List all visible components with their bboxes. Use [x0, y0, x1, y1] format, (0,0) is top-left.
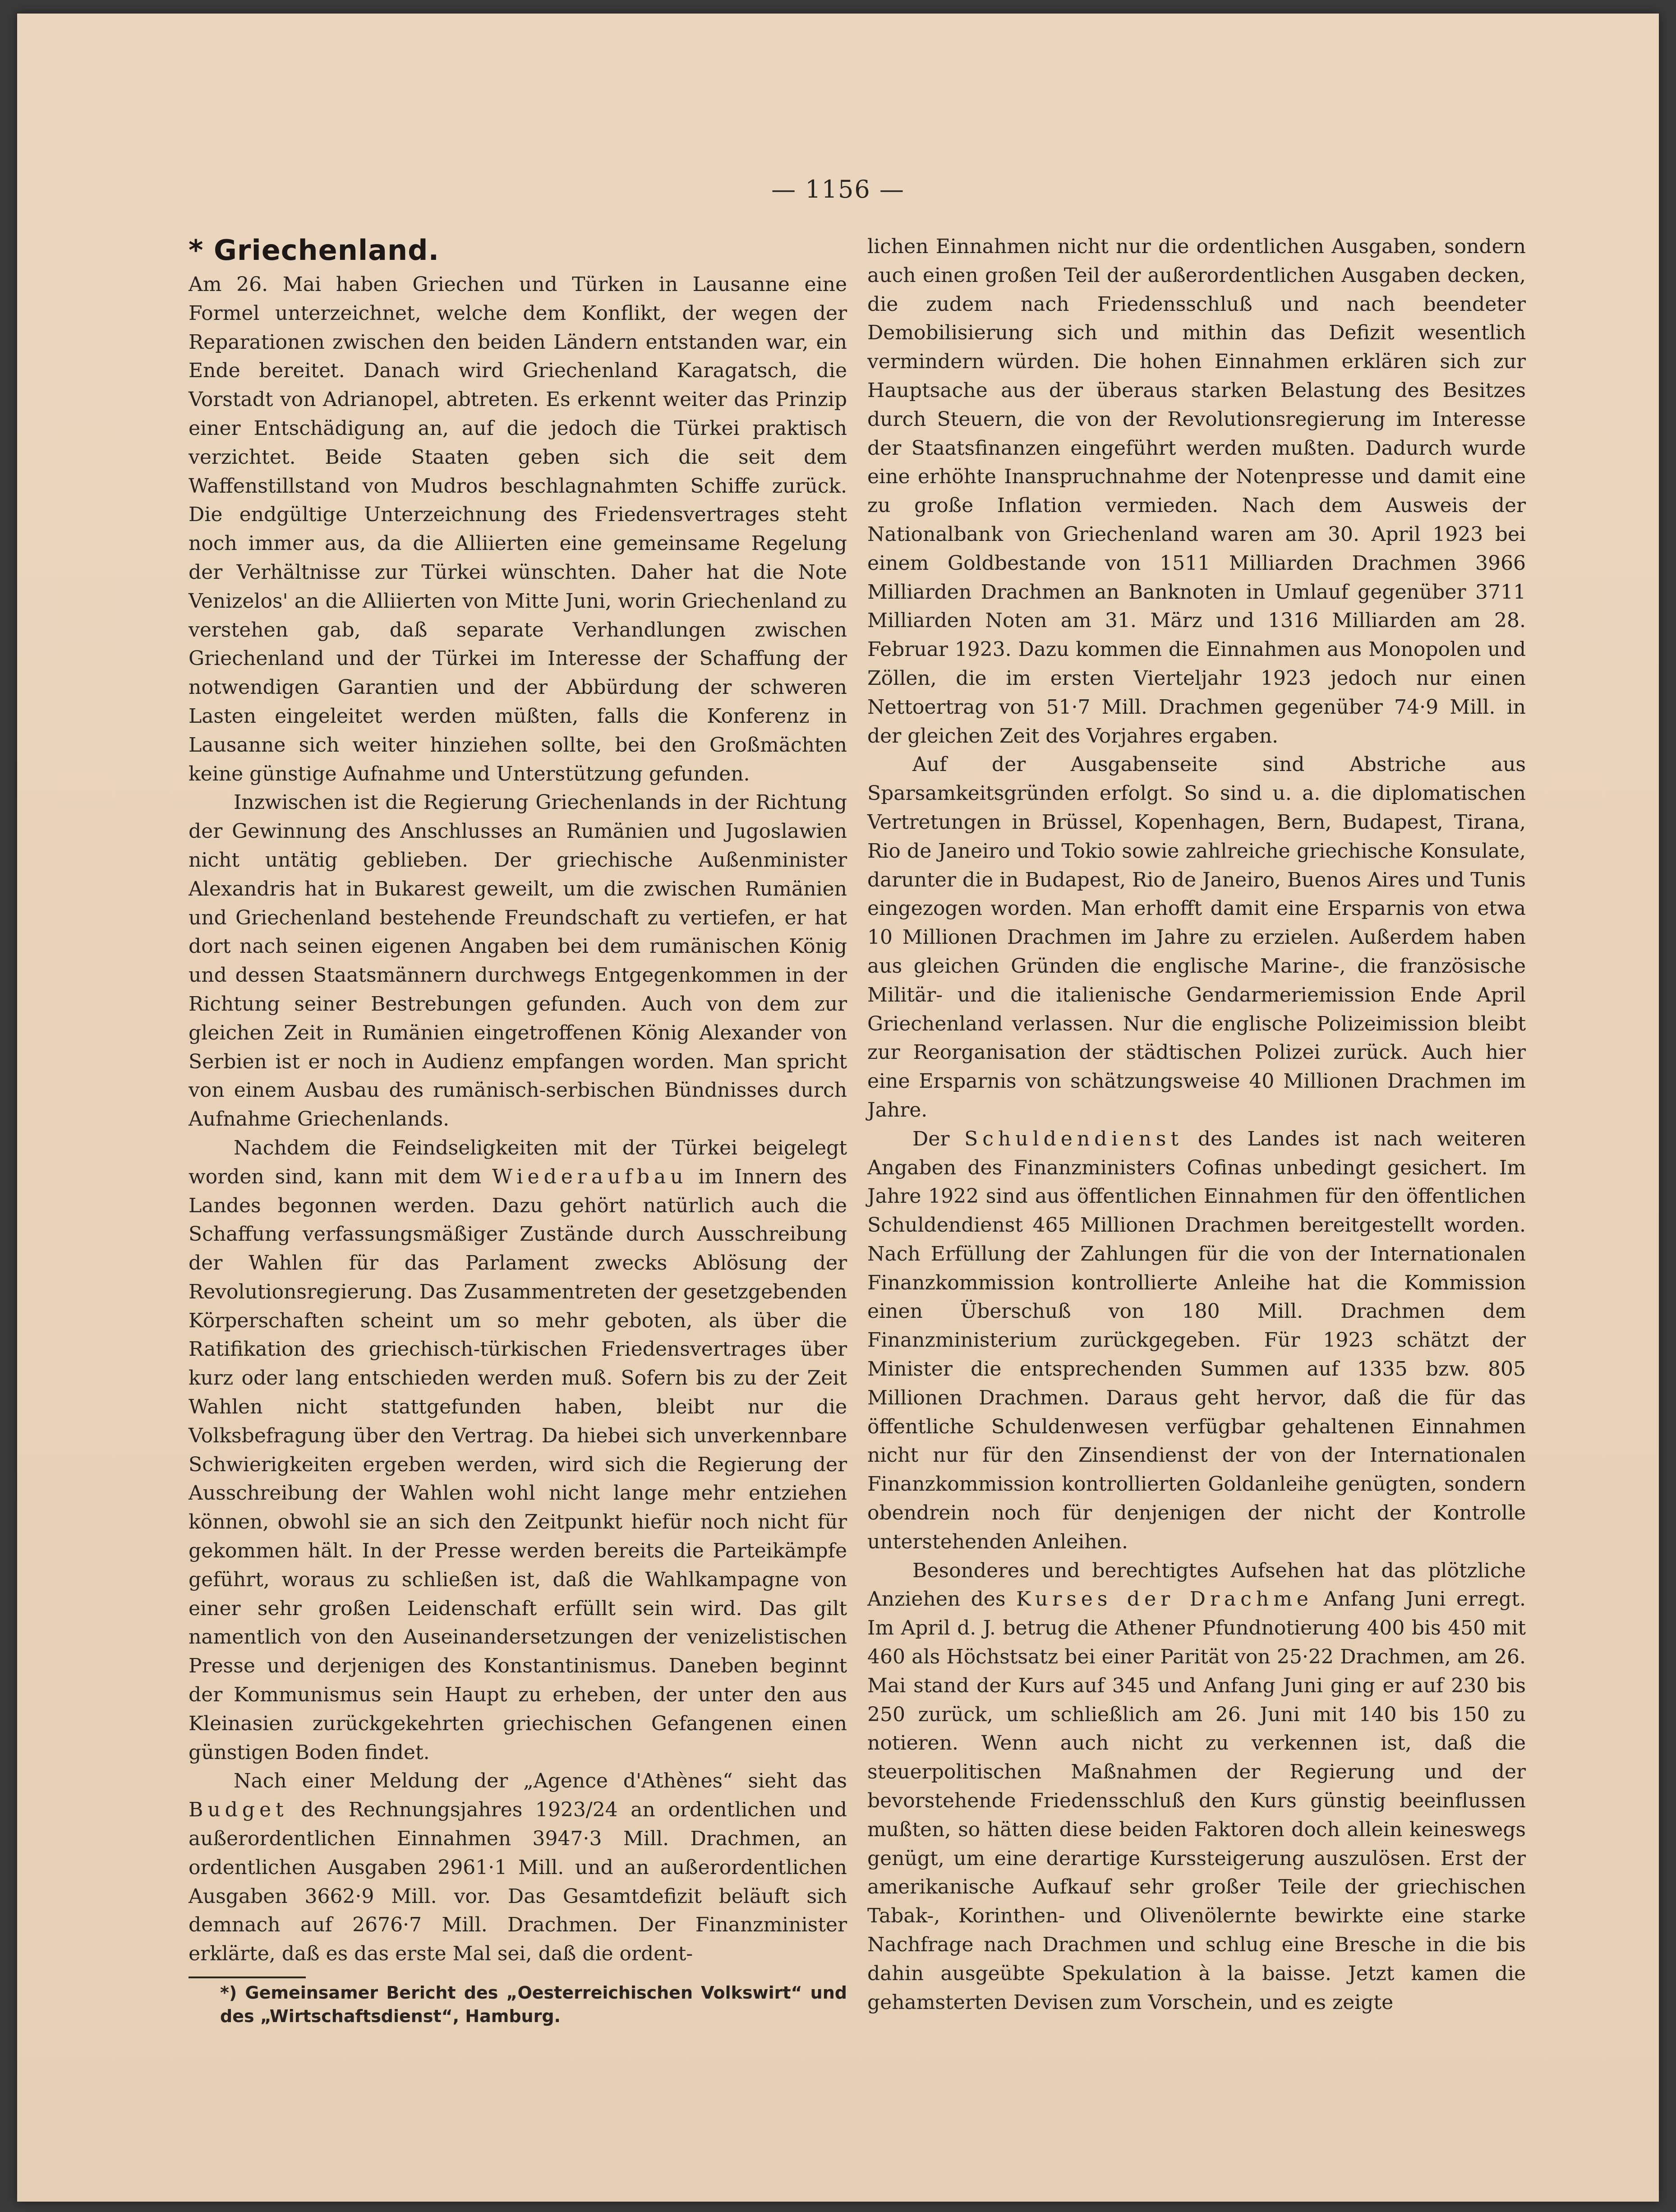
paragraph-2: Inzwischen ist die Regierung Griechenlands in der Richtung der Gewinnung des Anschlusses an Rumänien und Jugoslawien nicht untätig geblieben. Der griechische Außenminister Alexandris hat in Bukarest geweilt, um die zwischen Rumänien und Griechenland bestehende Freundschaft zu vertiefen, er hat dort nach seinen eigenen Angaben bei dem rumänischen König und dessen Staatsmännern durchwegs Entgegenkommen in der Richtung seiner Bestrebungen gefunden. Auch von dem zur gleichen Zeit in Rumänien eingetroffenen König Alexander von Serbien ist er noch in Audienz empfangen worden. Man spricht von einem Ausbau des rumänisch-serbischen Bündnisses durch Aufnahme Griechenlands.: [189, 791, 847, 1131]
text-run: im Innern des Landes begonnen werden. Dazu gehört natürlich auch die Schaffung verfassungsmäßiger Zustände durch Ausschreibung der Wahlen für das Parlament zwecks Ablösung der Revolutionsregierung. Das Zusammentreten der gesetzgebenden Körperschaften scheint um so mehr geboten, als über die Ratifikation des griechisch-türkischen Friedensvertrages über kurz oder lang entschieden werden muß. Sofern bis zu der Zeit Wahlen nicht stattgefunden haben, bleibt nur die Volksbefragung über den Vertrag. Da hiebei sich unverkennbare Schwierigkeiten ergeben werden, wird sich die Regierung der Ausschreibung der Wahlen wohl nicht lange mehr entziehen können, obwohl sie an sich den Zeitpunkt hiefür noch nicht für gekommen hält. In der Presse werden bereits die Parteikämpfe geführt, woraus zu schließen ist, daß die Wahlkampagne von einer sehr großen Leidenschaft erfüllt sein wird. Das gilt namentlich von den Auseinandersetzungen der venizelistischen Presse und derjenigen des Konstantinismus. Daneben beginnt der Kommunismus sein Haupt zu erheben, der unter den aus Kleinasien zurückgekehrten griechischen Gefangenen einen günstigen Boden findet.: [189, 1165, 847, 1764]
section-title: * Griechenland.: [189, 234, 440, 267]
scanned-page: [17, 14, 1659, 2202]
spaced-term: Budget: [189, 1798, 288, 1822]
paragraph-3: [189, 1134, 847, 1767]
text-run: Der: [912, 1127, 965, 1150]
left-column: [189, 232, 847, 2028]
paragraph-8: [867, 1556, 1526, 2017]
spaced-term: Kurses der Drachme: [1016, 1588, 1313, 1611]
paragraph-4: [189, 1767, 847, 1968]
footnote-divider: [189, 1976, 306, 1978]
text-run: Nachdem die Feindseligkeiten mit der Türkei beigelegt worden sind, kann mit dem: [189, 1136, 847, 1188]
page-number: — 1156 —: [771, 175, 905, 203]
text-run: des Landes ist nach weiteren Angaben des Finanzministers Cofinas unbedingt gesichert. Im Jahre 1922 sind aus öffentlichen Einnahmen für den öffentlichen Schuldendienst 465 Millionen Drachmen bereitgestellt worden. Nach Erfüllung der Zahlungen für die von der Internationalen Finanzkommission kontrollierte Anleihe hat die Kommission einen Überschuß von 180 Mill. Drachmen dem Finanzministerium zurückgegeben. Für 1923 schätzt der Minister die entsprechenden Summen auf 1335 bzw. 805 Millionen Drachmen. Daraus geht hervor, daß die für das öffentliche Schuldenwesen verfügbar gehaltenen Einnahmen nicht nur für den Zinsendienst der von der Internationalen Finanzkommission kontrollierten Goldanleihe genügten, sondern obendrein noch für denjenigen der nicht der Kontrolle unterstehenden Anleihen.: [867, 1127, 1526, 1553]
paragraph-5: lichen Einnahmen nicht nur die ordentlichen Ausgaben, sondern auch einen großen Teil der außerordentlichen Ausgaben decken, die zudem nach Friedensschluß und nach beendeter Demobilisierung sich und mithin das Defizit wesentlich vermindern würden. Die hohen Einnahmen erklären sich zur Hauptsache aus der überaus starken Belastung des Besitzes durch Steuern, die von der Revolutionsregierung im Interesse der Staatsfinanzen eingeführt werden mußten. Dadurch wurde eine erhöhte Inanspruchnahme der Notenpresse und damit eine zu große Inflation vermieden. Nach dem Ausweis der Nationalbank von Griechenland waren am 30. April 1923 bei einem Goldbestande von 1511 Milliarden Drachmen 3966 Milliarden Drachmen an Banknoten in Umlauf gegenüber 3711 Milliarden Noten am 31. März und 1316 Milliarden am 28. Februar 1923. Dazu kommen die Einnahmen aus Monopolen und Zöllen, die im ersten Vierteljahr 1923 jedoch nur einen Nettoertrag von 51·7 Mill. Drachmen gegenüber 74·9 Mill. in der gleichen Zeit des Vorjahres ergaben.: [867, 235, 1526, 748]
footnote: *) Gemeinsamer Bericht des „Oesterreichischen Volkswirt“ und des „Wirtschaftsdienst“, Hamburg.: [220, 1983, 847, 2027]
text-run: Anfang Juni erregt. Im April d. J. betrug die Athener Pfundnotierung 400 bis 450 mit 460 als Höchstsatz bei einer Parität von 25·22 Drachmen, am 26. Mai stand der Kurs auf 345 und Anfang Juni ging er auf 230 bis 250 zurück, um schließlich am 26. Juni mit 140 bis 150 zu notieren. Wenn auch nicht zu verkennen ist, daß die steuerpolitischen Maßnahmen der Regierung und der bevorstehende Friedensschluß den Kurs günstig beeinflussen mußten, so hätten diese beiden Faktoren doch allein keineswegs genügt, um eine derartige Kurssteigerung auszulösen. Erst der amerikanische Aufkauf sehr großer Teile der griechischen Tabak-, Korinthen- und Olivenölernte bewirkte eine starke Nachfrage nach Drachmen und schlug eine Bresche in die bis dahin ausgeübte Spekulation à la baisse. Jetzt kamen die gehamsterten Devisen zum Vorschein, und es zeigte: [867, 1588, 1526, 2014]
text-run: des Rechnungsjahres 1923/24 an ordentlichen und außerordentlichen Einnahmen 3947·3 Mill. Drachmen, an ordentlichen Ausgaben 2961·1 Mill. und an außerordentlichen Ausgaben 3662·9 Mill. vor. Das Gesamtdefizit beläuft sich demnach auf 2676·7 Mill. Drachmen. Der Finanzminister erklärte, daß es das erste Mal sei, daß die ordent-: [189, 1798, 847, 1966]
right-column: [867, 232, 1526, 2017]
paragraph-7: [867, 1125, 1526, 1556]
spaced-term: Schuldendienst: [964, 1127, 1183, 1150]
spaced-term: Wiederaufbau: [492, 1165, 688, 1188]
paragraph-1: Am 26. Mai haben Griechen und Türken in Lausanne eine Formel unterzeichnet, welche dem Konflikt, der wegen der Reparationen zwischen den beiden Ländern entstanden war, ein Ende bereitet. Danach wird Griechenland Karagatsch, die Vorstadt von Adrianopel, abtreten. Es erkennt weiter das Prinzip einer Entschädigung an, auf die jedoch die Türkei praktisch verzichtet. Beide Staaten geben sich die seit dem Waffenstillstand von Mudros beschlagnahmten Schiffe zurück. Die endgültige Unterzeichnung des Friedensvertrages steht noch immer aus, da die Alliierten eine gemeinsame Regelung der Verhältnisse zur Türkei wünschten. Daher hat die Note Venizelos' an die Alliierten von Mitte Juni, worin Griechenland zu verstehen gab, daß separate Verhandlungen zwischen Griechenland und der Türkei im Interesse der Schaffung der notwendigen Garantien und der Abbürdung der schweren Lasten eingeleitet werden müßten, falls die Konferenz in Lausanne sich weiter hinziehen sollte, bei den Großmächten keine günstige Aufnahme und Unterstützung gefunden.: [189, 273, 847, 785]
text-run: Nach einer Meldung der „Agence d'Athènes“ sieht das: [234, 1769, 847, 1793]
paragraph-6: Auf der Ausgabenseite sind Abstriche aus Sparsamkeitsgründen erfolgt. So sind u. a. die diplomatischen Vertretungen in Brüssel, Kopenhagen, Bern, Budapest, Tirana, Rio de Janeiro und Tokio sowie zahlreiche griechische Konsulate, darunter die in Budapest, Rio de Janeiro, Buenos Aires und Tunis eingezogen worden. Man erhofft damit eine Ersparnis von etwa 10 Millionen Drachmen im Jahre zu erzielen. Außerdem haben aus gleichen Gründen die englische Marine-, die französische Militär- und die italienische Gendarmeriemission Ende April Griechenland verlassen. Nur die englische Polizeimission bleibt zur Reorganisation der städtischen Polizei zurück. Auch hier eine Ersparnis von schätzungsweise 40 Millionen Drachmen im Jahre.: [867, 753, 1526, 1122]
text-run: Besonderes und berechtigtes Aufsehen hat das plötzliche Anziehen des: [867, 1559, 1526, 1611]
